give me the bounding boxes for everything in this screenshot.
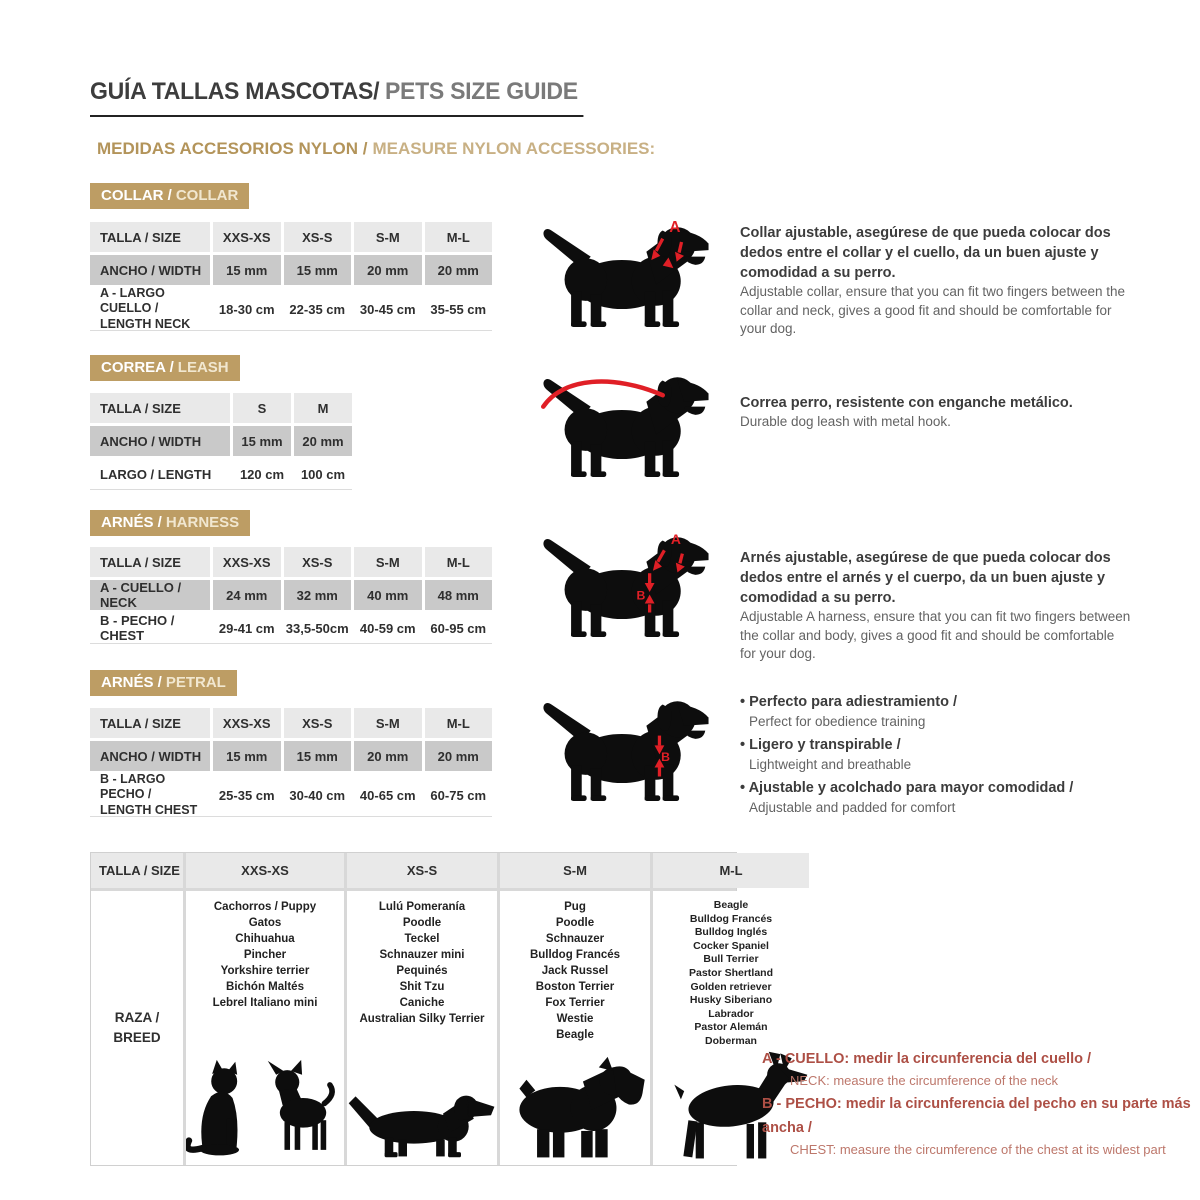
note-a-en: NECK: measure the circumference of the neck [790,1073,1059,1089]
breed-item: Bulldog Francés [529,949,621,961]
table-header-cell: S-M [354,708,422,738]
feature-es: • Ligero y transpirable / [740,735,1140,756]
table-row [90,547,492,577]
breed-item: Bulldog Inglés [694,926,768,939]
breed-item: Beagle [713,899,749,911]
leash-dog-illustration [540,364,720,492]
table-cell: 15 mm [284,255,352,285]
table-cell: 24 mm [213,580,281,610]
note-a-es: A - CUELLO: medir la circunferencia del cuello / [762,1051,1092,1067]
breed-item: Schnauzer mini [379,949,465,961]
breed-item: Shit Tzu [399,981,445,993]
table-cell: 20 mm [354,255,422,285]
table-header-cell: TALLA / SIZE [90,222,210,252]
measuring-notes [762,1048,1192,1162]
table-cell: 20 mm [425,255,493,285]
breed-item: Labrador [708,1007,754,1020]
table-header-cell: M [294,393,352,423]
breeds-header-cell: XXS-XS [186,853,344,888]
table-header-cell: TALLA / SIZE [90,393,230,423]
dachshund-icon [347,1079,497,1161]
dog-silhouette-leash-icon [540,364,720,487]
petral-badge-en: PETRAL [165,674,226,691]
feature-en: Lightweight and breathable [749,756,912,772]
marker-b-label: B [661,749,670,764]
page-subtitle [97,139,655,159]
table-header-cell: XS-S [284,222,352,252]
table-header-cell: XXS-XS [213,547,281,577]
leash-desc-en: Durable dog leash with metal hook. [740,414,951,429]
breeds-row-label: RAZA / BREED [91,891,183,1165]
breed-item: Lulú Pomeranía [378,901,466,913]
table-row [90,255,492,285]
row-label: A - LARGO CUELLO / LENGTH NECK [90,288,210,330]
table-cell: 60-95 cm [425,613,493,643]
table-row [90,771,492,817]
breed-item: Doberman [705,1034,757,1047]
breed-item: Pastor Alemán [694,1021,768,1034]
leash-desc-es: Correa perro, resistente con enganche metálico. [740,395,1073,411]
petral-features [740,692,1140,821]
harness-desc-en: Adjustable A harness, ensure that you can fit two fingers between the collar and body, gives a good fit and should be comfortable for your dog. [740,609,1131,662]
collar-desc-en: Adjustable collar, ensure that you can fit two fingers between the collar and neck, gives a good fit and should be comfortable for your dog. [740,284,1125,337]
row-label: ANCHO / WIDTH [90,741,210,771]
breed-item: Cachorros / Puppy [213,901,317,913]
harness-badge-es: ARNÉS / [101,514,162,531]
feature-es: • Ajustable y acolchado para mayor comodidad / [740,778,1140,799]
table-cell: 29-41 cm [213,613,281,643]
breed-list [213,891,318,1011]
table-header-cell: XXS-XS [213,222,281,252]
feature-item [740,692,1140,732]
table-cell: 60-75 cm [425,774,493,816]
breed-item: Schnauzer [545,933,605,945]
table-header-cell: XS-S [284,708,352,738]
table-row [90,393,352,423]
page-subtitle-en: MEASURE NYLON ACCESSORIES: [372,139,656,158]
breeds-col-s-m [500,891,650,1165]
dog-silhouette-petral-icon [540,688,720,811]
page-title-es: GUÍA TALLAS MASCOTAS/ [90,78,380,105]
table-header-cell: S-M [354,547,422,577]
collar-description [740,223,1132,339]
breed-list [530,891,620,1043]
leash-badge-en: LEASH [177,359,229,376]
breeds-header-cell: M-L [653,853,809,888]
breed-item: Boston Terrier [535,981,615,993]
table-header-cell: TALLA / SIZE [90,708,210,738]
feature-en: Adjustable and padded for comfort [749,799,956,815]
breed-item: Husky Siberiano [689,994,773,1007]
feature-item [740,778,1140,818]
row-label: B - LARGO PECHO / LENGTH CHEST [90,774,210,816]
table-header-cell: XS-S [284,547,352,577]
table-header-cell: TALLA / SIZE [90,547,210,577]
breed-item: Bull Terrier [703,953,759,966]
breed-item: Yorkshire terrier [220,965,310,977]
table-cell: 30-45 cm [354,288,422,330]
harness-badge-en: HARNESS [165,514,240,531]
breed-item: Bichón Maltés [226,981,304,993]
marker-a-label: A [670,530,681,547]
table-cell: 100 cm [294,459,352,489]
table-row [90,580,492,610]
table-row [90,459,352,489]
table-cell: 15 mm [213,255,281,285]
page-title [90,78,584,117]
table-row [90,426,352,456]
table-cell: 40 mm [354,580,422,610]
table-cell: 40-65 cm [354,774,422,816]
feature-item [740,735,1140,775]
breeds-col-xxs-xs [186,891,344,1165]
breed-item: Cocker Spaniel [693,939,769,952]
harness-desc-es: Arnés ajustable, asegúrese de que pueda colocar dos dedos entre el arnés y el cuerpo, da un buen ajuste y comodidad a su perro. [740,550,1111,606]
breed-item: Jack Russel [541,965,609,977]
breed-item: Lebrel Italiano mini [212,997,318,1009]
table-cell: 20 mm [294,426,352,456]
row-label: ANCHO / WIDTH [90,426,230,456]
collar-badge-es: COLLAR / [101,187,172,204]
breed-item: Poodle [555,917,595,929]
petral-size-table [90,708,492,817]
collar-dog-illustration [540,214,720,342]
breed-item: Beagle [556,1029,594,1041]
leash-section-badge [90,355,240,381]
table-row [90,708,492,738]
table-row [90,613,492,643]
table-row [90,285,492,331]
breeds-table [90,852,774,1166]
petral-section-badge [90,670,237,696]
harness-dog-illustration [540,524,720,652]
breed-item: Teckel [404,933,440,945]
note-a-cuello [762,1048,1192,1091]
breed-item: Fox Terrier [545,997,605,1009]
breed-item: Pug [564,901,586,913]
leash-badge-es: CORREA / [101,359,174,376]
table-cell: 15 mm [213,741,281,771]
row-label: ANCHO / WIDTH [90,255,210,285]
schnauzer-icon [500,1055,650,1161]
harness-description [740,548,1132,664]
table-cell: 48 mm [425,580,493,610]
table-cell: 35-55 cm [425,288,493,330]
row-label: LARGO / LENGTH [90,459,230,489]
collar-section-badge [90,183,249,209]
table-cell: 18-30 cm [213,288,281,330]
table-cell: 32 mm [284,580,352,610]
breeds-header-cell: TALLA / SIZE [91,853,183,888]
breed-item: Caniche [399,997,445,1009]
breed-item: Westie [556,1013,594,1025]
petral-badge-es: ARNÉS / [101,674,162,691]
note-b-es: B - PECHO: medir la circunferencia del pecho en su parte más ancha / [762,1096,1191,1136]
breed-item: Golden retriever [690,980,772,993]
breed-list [689,891,773,1049]
collar-badge-en: COLLAR [175,187,239,204]
table-cell: 15 mm [233,426,291,456]
breed-item: Poodle [402,917,442,929]
petral-dog-illustration [540,688,720,816]
page-subtitle-es: MEDIDAS ACCESORIOS NYLON / [97,139,368,158]
harness-section-badge [90,510,250,536]
feature-es: • Perfecto para adiestramiento / [740,692,1140,713]
breed-item: Pastor Shertland [688,966,774,979]
breed-list [359,891,484,1027]
page-title-en: PETS SIZE GUIDE [384,78,578,105]
table-cell: 25-35 cm [213,774,281,816]
breed-item: Pincher [243,949,287,961]
breeds-header-cell: XS-S [347,853,497,888]
table-row [90,741,492,771]
breed-item: Chihuahua [235,933,295,945]
table-cell: 20 mm [354,741,422,771]
leash-size-table [90,393,352,490]
table-header-cell: M-L [425,222,493,252]
dog-silhouette-collar-icon [540,214,720,337]
table-cell: 22-35 cm [284,288,352,330]
table-row [90,222,492,252]
breeds-col-xs-s [347,891,497,1165]
collar-desc-es: Collar ajustable, asegúrese de que pueda colocar dos dedos entre el collar y el cuello, da un buen ajuste y comodidad a su perro. [740,225,1111,281]
leash-description [740,393,1132,432]
table-cell: 15 mm [284,741,352,771]
table-cell: 33,5-50cm [284,613,352,643]
table-header-cell: M-L [425,547,493,577]
breeds-header-cell: S-M [500,853,650,888]
collar-size-table [90,222,492,331]
note-b-en: CHEST: measure the circumference of the chest at its widest part [790,1141,1166,1157]
feature-en: Perfect for obedience training [749,714,926,730]
breed-item: Gatos [248,917,282,929]
note-b-pecho [762,1093,1192,1160]
marker-b-label: B [636,588,646,603]
table-header-cell: M-L [425,708,493,738]
row-label: B - PECHO / CHEST [90,613,210,643]
harness-size-table [90,547,492,644]
table-cell: 40-59 cm [354,613,422,643]
dog-silhouette-harness-icon [540,524,720,647]
table-header-cell: S [233,393,291,423]
table-cell: 20 mm [425,741,493,771]
breed-item: Australian Silky Terrier [359,1013,485,1025]
marker-a-label: A [669,219,681,237]
cat-and-chihuahua-icon [186,1059,344,1161]
row-label: A - CUELLO / NECK [90,580,210,610]
breed-item: Bulldog Francés [689,912,773,925]
table-cell: 120 cm [233,459,291,489]
table-header-cell: S-M [354,222,422,252]
table-cell: 30-40 cm [284,774,352,816]
table-header-cell: XXS-XS [213,708,281,738]
breed-item: Pequinés [396,965,448,977]
